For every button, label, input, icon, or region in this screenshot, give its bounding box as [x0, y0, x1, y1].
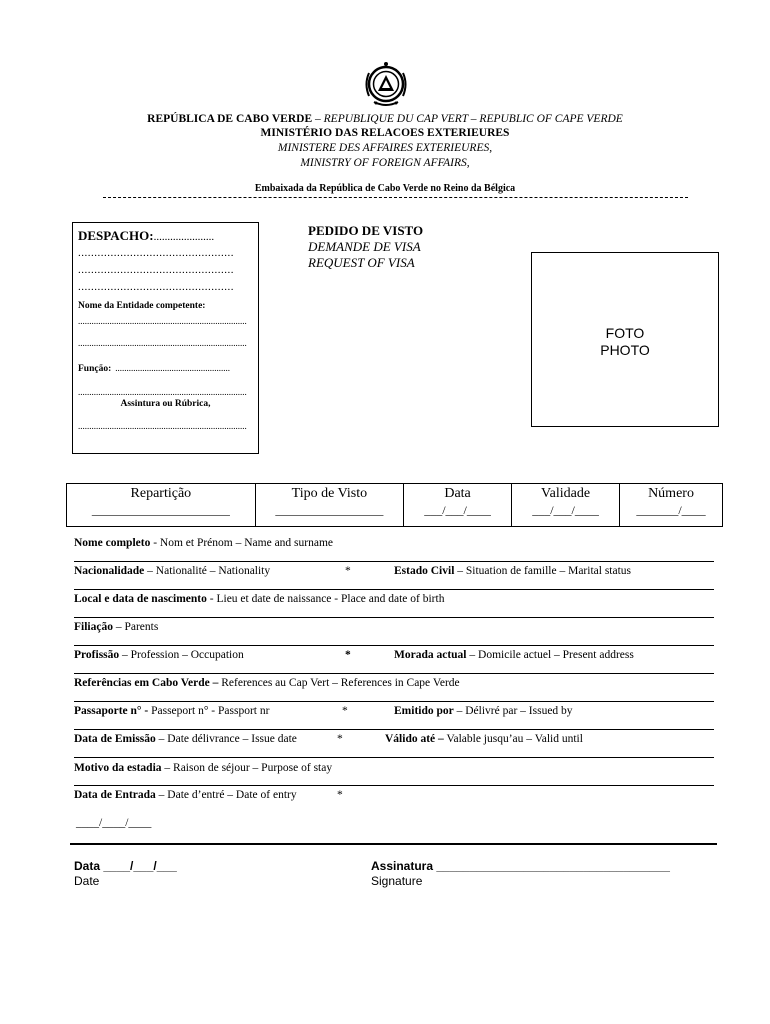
answer-line[interactable]	[74, 729, 714, 730]
separator-star: *	[342, 705, 348, 717]
separator-star: *	[337, 789, 343, 801]
assinatura-rubrica-label: Assintura ou Rúbrica,	[120, 399, 211, 409]
signature-blank[interactable]: ___________________________________	[433, 859, 670, 873]
despacho-line: ................................................	[78, 247, 234, 259]
visa-info-table	[66, 483, 723, 527]
republic-name-pt: REPÚBLICA DE CABO VERDE	[147, 113, 313, 125]
despacho-title: DESPACHO:	[78, 228, 154, 243]
entidade-line: ...........................................................................	[78, 316, 247, 326]
field-data-emissao	[74, 732, 297, 746]
field-passaporte	[74, 704, 269, 718]
field-label: Estado Civil	[394, 565, 455, 577]
answer-line[interactable]	[74, 589, 714, 590]
field-label: Motivo da estadia	[74, 762, 162, 774]
header-separator: –	[312, 113, 324, 125]
signature-sublabel: Signature	[371, 874, 423, 888]
field-label: Emitido por	[394, 705, 454, 717]
entrada-date-blank[interactable]: ____/____/____	[76, 817, 152, 829]
field-filiacao	[74, 620, 158, 634]
header-validade: Validade	[541, 486, 591, 501]
separator-star: *	[345, 649, 351, 661]
field-data-entrada	[74, 788, 297, 802]
entidade-label: Nome da Entidade competente:	[78, 301, 206, 311]
blank-data: ___/___/____	[424, 503, 491, 517]
entidade-line: ...........................................................................	[78, 338, 247, 348]
answer-line[interactable]	[74, 757, 714, 758]
field-emitido-por	[394, 704, 573, 718]
field-valido-ate	[385, 732, 583, 746]
pedido-fr: DEMANDE DE VISA	[308, 239, 421, 254]
ministry-pt: MINISTÉRIO DAS RELACOES EXTERIEURES	[260, 127, 510, 139]
assinatura-line: ...........................................................................	[78, 421, 247, 431]
field-label: Data de Entrada	[74, 789, 156, 801]
field-motivo-estadia	[74, 761, 332, 775]
photo-label-pt: FOTO	[605, 325, 645, 341]
table-cell	[255, 484, 403, 527]
date-sublabel: Date	[74, 874, 100, 888]
field-local-nascimento	[74, 592, 444, 606]
funcao-line: ...................................................	[115, 363, 230, 373]
field-label: Profissão	[74, 649, 120, 661]
field-translation: – Date d’entré – Date of entry	[155, 789, 297, 801]
answer-line[interactable]	[74, 673, 714, 674]
photo-label-en: PHOTO	[600, 342, 650, 358]
field-label: Nome completo	[74, 537, 151, 549]
field-nome-completo	[74, 536, 333, 550]
header-reparticao: Repartição	[130, 486, 192, 501]
funcao-extra-line: ...........................................................................	[78, 387, 247, 397]
field-label: Data de Emissão	[74, 733, 156, 745]
field-translation: Passeport n° - Passport nr	[148, 705, 270, 717]
funcao-label: Função:	[78, 364, 112, 374]
field-translation: – Domicile actuel – Present address	[466, 649, 634, 661]
header-tipo-visto: Tipo de Visto	[291, 486, 368, 501]
field-referencias	[74, 676, 460, 690]
header-data: Data	[444, 486, 471, 501]
blank-reparticao: _______________________	[91, 503, 230, 517]
field-translation: - Lieu et date de naissance - Place and date of birth	[206, 593, 445, 605]
field-translation: – Situation de famille – Marital status	[454, 565, 632, 577]
coat-of-arms-seal	[360, 58, 412, 110]
field-label: Filiação	[74, 621, 113, 633]
despacho-box	[72, 222, 259, 454]
despacho-title-dots: ......................	[153, 231, 215, 243]
despacho-line: ................................................	[78, 264, 234, 276]
field-translation: – Délivré par – Issued by	[453, 705, 573, 717]
table-row	[67, 484, 723, 527]
field-nacionalidade	[74, 564, 270, 578]
blank-numero: _______/____	[636, 503, 706, 517]
field-translation: – Nationalité – Nationality	[144, 565, 271, 577]
republic-name-fr-en: REPUBLIQUE DU CAP VERT – REPUBLIC OF CAPE VERDE	[323, 113, 623, 125]
answer-line[interactable]	[74, 785, 714, 786]
blank-tipo-visto: __________________	[275, 503, 384, 517]
field-estado-civil	[394, 564, 631, 578]
field-translation: - Nom et Prénom – Name and surname	[150, 537, 334, 549]
table-cell	[404, 484, 512, 527]
embassy-name: Embaixada da República de Cabo Verde no Reino da Bélgica	[254, 183, 516, 194]
ministry-en: MINISTRY OF FOREIGN AFFAIRS,	[300, 157, 470, 169]
pedido-pt: PEDIDO DE VISTO	[308, 223, 424, 238]
dashed-divider	[103, 197, 688, 198]
photo-box	[531, 252, 719, 427]
separator-star: *	[345, 565, 351, 577]
pedido-en: REQUEST OF VISA	[308, 255, 415, 270]
footer-divider	[70, 843, 717, 845]
field-translation: References au Cap Vert – References in Cape Verde	[218, 677, 460, 689]
despacho-line: ................................................	[78, 281, 234, 293]
answer-line[interactable]	[74, 645, 714, 646]
field-translation: – Date délivrance – Issue date	[155, 733, 297, 745]
date-blank[interactable]: ____/___/___	[100, 859, 177, 873]
field-label: Local e data de nascimento	[74, 593, 207, 605]
blank-validade: ___/___/____	[532, 503, 599, 517]
field-profissao	[74, 648, 244, 662]
table-cell	[620, 484, 723, 527]
field-label: Morada actual	[394, 649, 467, 661]
table-cell	[512, 484, 620, 527]
header-numero: Número	[648, 486, 694, 501]
signature-label: Assinatura	[371, 859, 434, 873]
field-translation: – Raison de séjour – Purpose of stay	[161, 762, 333, 774]
visa-request-title	[308, 223, 423, 271]
ministry-fr: MINISTERE DES AFFAIRES EXTERIEURES,	[277, 142, 493, 154]
answer-line[interactable]	[74, 561, 714, 562]
field-label: Referências em Cabo Verde –	[74, 677, 219, 689]
field-label: Válido até –	[385, 733, 444, 745]
date-label: Data	[74, 859, 101, 873]
separator-star: *	[337, 733, 343, 745]
answer-line[interactable]	[74, 617, 714, 618]
field-morada-actual	[394, 648, 634, 662]
field-translation: Valable jusqu’au – Valid until	[443, 733, 583, 745]
footer-signature	[371, 859, 670, 873]
table-cell	[67, 484, 256, 527]
field-translation: – Parents	[112, 621, 159, 633]
answer-line[interactable]	[74, 701, 714, 702]
field-label: Passaporte n° -	[74, 705, 149, 717]
footer-date	[74, 859, 177, 873]
field-label: Nacionalidade	[74, 565, 145, 577]
header-line-1	[0, 113, 770, 126]
field-translation: – Profession – Occupation	[119, 649, 244, 661]
